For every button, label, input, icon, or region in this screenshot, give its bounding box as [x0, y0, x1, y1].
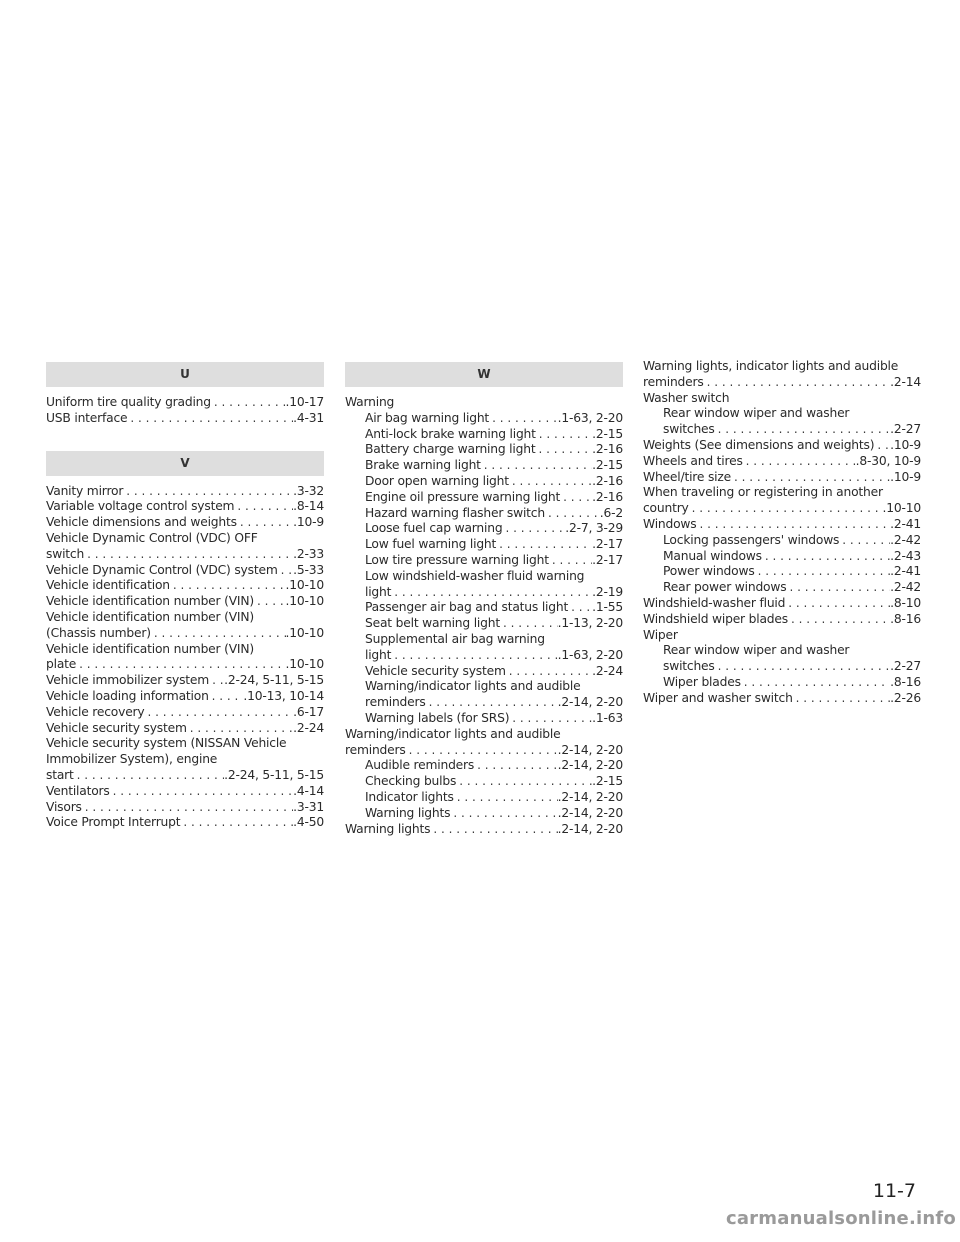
index-entry-page: .10-10	[285, 594, 324, 609]
index-entry	[643, 580, 921, 596]
index-entry-page: .2-14, 2-20	[557, 695, 623, 710]
section-header-w: W	[345, 362, 623, 387]
index-entry-text: Wheel/tire size	[643, 469, 731, 484]
index-entry	[345, 664, 623, 680]
dot-leader	[187, 721, 293, 737]
dot-leader	[391, 648, 557, 664]
index-entry	[345, 774, 623, 790]
index-entry	[345, 553, 623, 569]
dot-leader	[786, 580, 890, 596]
index-entry-page: .2-14, 2-20	[557, 742, 623, 757]
index-entry-page: .1-63	[592, 710, 623, 725]
index-entry	[345, 585, 623, 601]
index-entry-text: Passenger air bag and status light	[365, 600, 569, 615]
index-entry	[643, 659, 921, 675]
dot-leader	[489, 411, 558, 427]
index-entry: Supplemental air bag warning	[365, 631, 545, 646]
index-entry-text: country	[643, 501, 689, 516]
dot-leader	[474, 758, 558, 774]
index-entry	[345, 695, 623, 711]
index-entry-text: light	[365, 584, 392, 599]
index-entry-page: .2-14, 2-20	[557, 821, 623, 836]
dot-leader	[731, 470, 890, 486]
index-entry-text: Engine oil pressure warning light	[365, 489, 561, 504]
index-entry-text: Loose fuel cap warning	[365, 521, 503, 536]
index-entry	[46, 578, 324, 594]
index-entry	[345, 822, 623, 838]
index-column-1	[46, 362, 324, 831]
index-entry-text: Warning labels (for SRS)	[365, 710, 510, 725]
index-entry	[46, 563, 324, 579]
index-entry-text: switch	[46, 546, 85, 561]
index-entry-text: Variable voltage control system	[46, 499, 235, 514]
index-entry	[345, 490, 623, 506]
index-entry-page: .10-10	[285, 578, 324, 593]
index-entry	[345, 411, 623, 427]
index-entry-page: .10-13, 10-14	[243, 688, 324, 703]
index-entry-page: .3-32	[293, 483, 324, 498]
index-entry-page: .10-10	[285, 625, 324, 640]
index-entry	[46, 657, 324, 673]
section-w-continued-entries	[643, 359, 921, 707]
index-entry	[345, 521, 623, 537]
index-entry	[46, 515, 324, 531]
index-entry-page: .2-14, 2-20	[557, 789, 623, 804]
index-entry-text: Hazard warning flasher switch	[365, 505, 545, 520]
dot-leader	[254, 594, 286, 610]
index-entry: Rear window wiper and washer	[663, 643, 850, 658]
index-entry	[46, 689, 324, 705]
dot-leader	[450, 806, 557, 822]
index-entry-text: light	[365, 647, 392, 662]
index-entry-page: .2-42	[890, 532, 921, 547]
index-entry-text: Manual windows	[663, 548, 762, 563]
dot-leader	[110, 784, 294, 800]
section-header-v: V	[46, 451, 324, 476]
index-entry-page: .2-14, 2-20	[557, 758, 623, 773]
dot-leader	[715, 422, 891, 438]
index-entry-text: Battery charge warning light	[365, 442, 536, 457]
index-entry: Warning/indicator lights and audible	[365, 679, 581, 694]
watermark-logo: carmanualsonline.info	[725, 1208, 956, 1229]
index-entry-page: .10-9	[890, 469, 921, 484]
index-entry	[345, 648, 623, 664]
dot-leader	[535, 442, 592, 458]
index-entry-text: USB interface	[46, 410, 128, 425]
dot-leader	[545, 506, 600, 522]
index-entry-text: Vehicle immobilizer system	[46, 673, 210, 688]
index-entry-page: .10-10	[882, 501, 921, 516]
index-entry-text: Seat belt warning light	[365, 616, 500, 631]
index-entry: Immobilizer System), engine	[46, 752, 218, 767]
dot-leader	[391, 585, 592, 601]
index-entry	[643, 675, 921, 691]
index-entry	[46, 673, 324, 689]
index-entry-page: .10-17	[285, 395, 324, 409]
index-entry	[345, 790, 623, 806]
index-entry-page: .2-41	[890, 564, 921, 579]
dot-leader	[426, 695, 558, 711]
index-entry	[345, 600, 623, 616]
index-entry-text: Voice Prompt Interrupt	[46, 815, 181, 830]
dot-leader	[76, 657, 285, 673]
index-entry-text: Warning lights	[365, 805, 451, 820]
index-entry-text: Power windows	[663, 564, 755, 579]
index-entry-page: .2-42	[890, 580, 921, 595]
index-entry-page: .1-63, 2-20	[557, 647, 623, 662]
index-entry	[643, 454, 921, 470]
dot-leader	[82, 800, 293, 816]
index-entry-text: Vehicle loading information	[46, 688, 209, 703]
index-entry-page: .2-14, 2-20	[557, 805, 623, 820]
index-entry	[345, 806, 623, 822]
index-entry-text: switches	[663, 422, 715, 437]
index-entry-text: Indicator lights	[365, 789, 454, 804]
index-entry-text: (Chassis number)	[46, 625, 151, 640]
index-entry	[643, 549, 921, 565]
dot-leader	[762, 549, 890, 565]
index-entry	[345, 758, 623, 774]
dot-leader	[689, 501, 883, 517]
index-entry-text: Locking passengers' windows	[663, 532, 840, 547]
index-entry: Warning	[345, 395, 395, 409]
index-entry	[46, 626, 324, 642]
index-entry-text: reminders	[345, 742, 406, 757]
index-entry	[345, 474, 623, 490]
index-entry-page: .2-15	[592, 774, 623, 789]
index-entry	[643, 470, 921, 486]
index-entry	[643, 564, 921, 580]
index-entry-text: reminders	[365, 695, 426, 710]
index-entry-text: Wiper blades	[663, 674, 741, 689]
index-entry	[643, 375, 921, 391]
index-entry-page: .4-50	[293, 815, 324, 830]
index-entry	[345, 537, 623, 553]
index-entry-page: .2-43	[890, 548, 921, 563]
index-entry	[345, 427, 623, 443]
index-entry-page: .2-27	[890, 422, 921, 437]
index-entry-text: Brake warning light	[365, 458, 481, 473]
index-entry-page: .2-17	[592, 537, 623, 552]
index-entry-text: Vehicle recovery	[46, 704, 145, 719]
index-entry-page: .2-16	[592, 489, 623, 504]
index-entry	[46, 499, 324, 515]
dot-leader	[509, 711, 592, 727]
dot-leader	[170, 578, 286, 594]
index-entry-page: .2-15	[592, 458, 623, 473]
index-entry-page: .3-31	[293, 799, 324, 814]
index-entry	[643, 517, 921, 533]
index-entry-page: .1-63, 2-20	[557, 410, 623, 425]
dot-leader	[209, 689, 244, 705]
index-entry	[345, 506, 623, 522]
index-entry	[643, 501, 921, 517]
index-entry	[46, 784, 324, 800]
dot-leader	[506, 664, 592, 680]
index-entry-page: .2-24, 5-11, 5-15	[224, 673, 324, 688]
index-entry-page: .2-16	[592, 473, 623, 488]
index-entry	[345, 442, 623, 458]
index-entry-page: .6-2	[599, 505, 623, 520]
index-entry: When traveling or registering in another	[643, 485, 883, 500]
index-entry: Warning lights, indicator lights and audible	[643, 359, 899, 373]
index-entry	[46, 768, 324, 784]
index-entry: Vehicle identification number (VIN)	[46, 609, 254, 624]
index-entry-page: .8-16	[890, 674, 921, 689]
index-entry-page: .2-24, 5-11, 5-15	[224, 767, 324, 782]
index-entry-text: Wheels and tires	[643, 453, 743, 468]
index-entry-text: Visors	[46, 799, 82, 814]
index-entry-page: .10-10	[285, 657, 324, 672]
index-entry-text: Anti-lock brake warning light	[365, 426, 536, 441]
dot-leader	[704, 375, 891, 391]
dot-leader	[568, 600, 592, 616]
index-entry-page: .6-17	[293, 704, 324, 719]
dot-leader	[234, 499, 293, 515]
dot-leader	[145, 705, 294, 721]
index-entry-page: .1-13, 2-20	[557, 616, 623, 631]
index-entry: Rear window wiper and washer	[663, 406, 850, 421]
index-entry	[345, 743, 623, 759]
index-entry-text: start	[46, 767, 74, 782]
index-entry-text: Rear power windows	[663, 580, 787, 595]
dot-leader	[151, 626, 286, 642]
dot-leader	[406, 743, 558, 759]
index-entry-text: reminders	[643, 374, 704, 389]
index-entry: Wiper	[643, 627, 678, 642]
dot-leader	[211, 395, 286, 411]
index-entry-page: .8-16	[890, 611, 921, 626]
page-number: 11-7	[872, 1180, 916, 1202]
index-entry-text: Vanity mirror	[46, 483, 124, 498]
index-entry-page: .2-24	[293, 720, 324, 735]
dot-leader	[788, 612, 890, 628]
index-entry-page: .8-30, 10-9	[855, 453, 921, 468]
index-entry	[46, 395, 324, 411]
index-entry-text: Door open warning light	[365, 473, 509, 488]
dot-leader	[500, 616, 558, 632]
dot-leader	[430, 822, 557, 838]
index-entry	[46, 547, 324, 563]
index-entry-text: Vehicle identification number (VIN)	[46, 594, 254, 609]
index-entry-text: Windshield wiper blades	[643, 611, 788, 626]
dot-leader	[237, 515, 293, 531]
index-entry	[643, 612, 921, 628]
index-entry-page: .2-27	[890, 659, 921, 674]
index-entry-page: .2-17	[592, 552, 623, 567]
section-w-entries	[345, 395, 623, 837]
dot-leader	[74, 768, 224, 784]
index-entry-text: Weights (See dimensions and weights)	[643, 437, 875, 452]
index-entry-text: Ventilators	[46, 783, 110, 798]
index-entry-text: Uniform tire quality grading	[46, 395, 211, 409]
dot-leader	[454, 790, 558, 806]
index-entry-page: .2-14	[890, 374, 921, 389]
index-entry-text: Vehicle security system	[46, 720, 187, 735]
index-entry-page: .4-14	[293, 783, 324, 798]
index-entry-page: .2-41	[890, 516, 921, 531]
section-u-entries	[46, 395, 324, 427]
index-entry	[345, 458, 623, 474]
index-entry	[46, 594, 324, 610]
index-entry-page: .10-9	[293, 515, 324, 530]
index-entry-page: .5-33	[293, 562, 324, 577]
index-entry-text: Vehicle Dynamic Control (VDC) system	[46, 562, 278, 577]
dot-leader	[560, 490, 592, 506]
index-entry	[345, 616, 623, 632]
dot-leader	[209, 673, 224, 689]
index-entry-page: .2-7, 3-29	[565, 521, 623, 536]
index-entry-text: Windows	[643, 516, 697, 531]
index-entry	[46, 705, 324, 721]
dot-leader	[793, 691, 891, 707]
section-header-u: U	[46, 362, 324, 387]
index-entry: Vehicle security system (NISSAN Vehicle	[46, 736, 287, 751]
dot-leader	[839, 533, 890, 549]
index-entry	[46, 800, 324, 816]
dot-leader	[509, 474, 592, 490]
index-entry: Low windshield-washer fluid warning	[365, 568, 585, 583]
index-entry-text: Warning lights	[345, 821, 431, 836]
dot-leader	[84, 547, 293, 563]
index-entry-text: Vehicle identification	[46, 578, 170, 593]
index-entry-text: Low tire pressure warning light	[365, 552, 549, 567]
dot-leader	[496, 537, 592, 553]
index-entry-text: Low fuel warning light	[365, 537, 497, 552]
index-entry-text: plate	[46, 657, 77, 672]
index-entry	[46, 721, 324, 737]
index-entry-page: .2-19	[592, 584, 623, 599]
index-entry-page: .2-16	[592, 442, 623, 457]
index-entry-text: Windshield-washer fluid	[643, 595, 786, 610]
index-column-3	[643, 359, 921, 707]
index-entry-text: Audible reminders	[365, 758, 475, 773]
index-entry	[46, 484, 324, 500]
index-entry-text: Vehicle security system	[365, 663, 506, 678]
dot-leader	[743, 454, 856, 470]
index-entry	[46, 411, 324, 427]
index-entry	[643, 691, 921, 707]
dot-leader	[123, 484, 293, 500]
dot-leader	[456, 774, 592, 790]
index-entry-page: .2-24	[592, 663, 623, 678]
index-entry	[345, 711, 623, 727]
index-entry-text: Vehicle dimensions and weights	[46, 515, 237, 530]
dot-leader	[874, 438, 890, 454]
index-entry-page: .2-15	[592, 426, 623, 441]
index-entry-page: .8-10	[890, 595, 921, 610]
index-entry-page: .8-14	[293, 499, 324, 514]
dot-leader	[715, 659, 891, 675]
index-entry-page: .1-55	[592, 600, 623, 615]
index-entry	[643, 533, 921, 549]
index-entry	[643, 438, 921, 454]
dot-leader	[741, 675, 890, 691]
index-entry-text: switches	[663, 659, 715, 674]
index-entry: Washer switch	[643, 390, 730, 405]
index-entry-text: Air bag warning light	[365, 410, 490, 425]
dot-leader	[127, 411, 293, 427]
index-column-2	[345, 362, 623, 837]
index-entry	[643, 596, 921, 612]
dot-leader	[481, 458, 592, 474]
dot-leader	[278, 563, 294, 579]
index-entry-text: Wiper and washer switch	[643, 690, 793, 705]
index-entry-text: Checking bulbs	[365, 774, 457, 789]
index-entry-page: .2-26	[890, 690, 921, 705]
index-entry-page: .10-9	[890, 437, 921, 452]
dot-leader	[549, 553, 592, 569]
index-entry-page: .2-33	[293, 546, 324, 561]
dot-leader	[755, 564, 891, 580]
dot-leader	[502, 521, 565, 537]
index-entry: Vehicle identification number (VIN)	[46, 641, 254, 656]
dot-leader	[180, 815, 293, 831]
dot-leader	[785, 596, 890, 612]
index-entry	[643, 422, 921, 438]
index-entry: Warning/indicator lights and audible	[345, 726, 561, 741]
index-entry: Vehicle Dynamic Control (VDC) OFF	[46, 530, 258, 545]
index-entry-page: .4-31	[293, 410, 324, 425]
dot-leader	[536, 427, 592, 443]
dot-leader	[697, 517, 891, 533]
index-entry	[46, 815, 324, 831]
section-v-entries	[46, 484, 324, 832]
